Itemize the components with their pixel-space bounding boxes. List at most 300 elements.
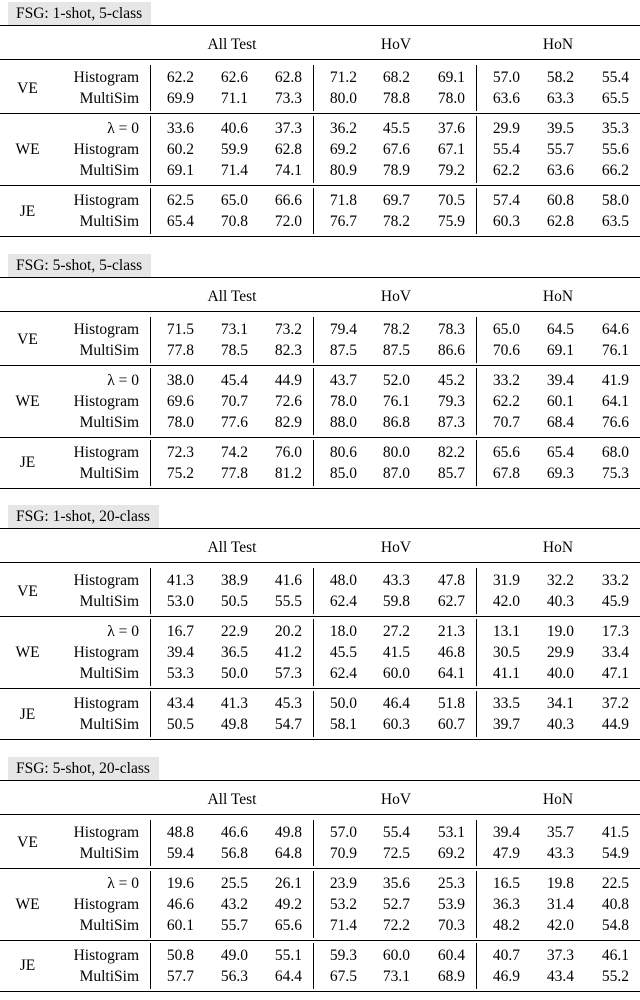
method-label: Histogram xyxy=(73,141,139,158)
table-cell: 58.1 xyxy=(329,716,357,733)
table-cell: 80.9 xyxy=(329,162,357,179)
table-cell: 71.1 xyxy=(220,90,248,107)
table-cell: 69.1 xyxy=(166,162,194,179)
table-top-rule xyxy=(0,780,640,781)
table-cell: 33.2 xyxy=(601,572,629,589)
method-label: Histogram xyxy=(73,392,139,410)
table-cell: 72.2 xyxy=(382,916,410,934)
table-cell: 63.6 xyxy=(492,90,520,107)
table-cell: 73.1 xyxy=(220,320,248,338)
method-label: Histogram xyxy=(73,320,139,338)
table-cell: 39.7 xyxy=(492,716,520,733)
table-cell: 21.3 xyxy=(437,623,465,640)
table-cell: 78.2 xyxy=(382,320,410,338)
table-cell: 35.7 xyxy=(546,823,574,841)
table-cell: 45.3 xyxy=(274,695,302,712)
table-cell: 58.2 xyxy=(546,69,574,86)
table-cell: 63.6 xyxy=(546,162,574,179)
table-cell: 87.0 xyxy=(382,464,410,482)
group-label: JE xyxy=(19,705,36,723)
table-cell: 50.5 xyxy=(166,716,194,733)
group-label: VE xyxy=(17,79,38,97)
table-cell: 69.6 xyxy=(166,392,194,410)
table-cell: 57.3 xyxy=(274,665,302,682)
table-cell: 76.1 xyxy=(601,341,629,359)
table-cell: 69.1 xyxy=(546,341,574,359)
table-cell: 22.9 xyxy=(220,623,248,640)
table-cell: 26.1 xyxy=(274,874,302,892)
table-cell: 68.2 xyxy=(382,69,410,86)
table-cell: 39.4 xyxy=(546,371,574,389)
table-cell: 30.5 xyxy=(492,644,520,661)
table-top-rule xyxy=(0,25,640,26)
method-label: Histogram xyxy=(73,895,139,913)
table-cell: 65.4 xyxy=(546,443,574,461)
method-label: Histogram xyxy=(73,644,139,661)
table-caption: FSG: 1-shot, 5-class xyxy=(8,2,151,26)
method-label: MultiSim xyxy=(79,464,139,482)
table-cell: 42.0 xyxy=(546,916,574,934)
table-cell: 62.2 xyxy=(492,392,520,410)
table-cell: 41.5 xyxy=(382,644,410,661)
table-cell: 82.2 xyxy=(437,443,465,461)
group-rule xyxy=(0,868,640,869)
table-cell: 36.3 xyxy=(492,895,520,913)
table-cell: 57.4 xyxy=(492,192,520,209)
table-cell: 41.2 xyxy=(274,644,302,661)
table-cell: 57.0 xyxy=(329,823,357,841)
table-cell: 38.9 xyxy=(220,572,248,589)
table-cell: 40.8 xyxy=(601,895,629,913)
table-cell: 76.1 xyxy=(382,392,410,410)
method-label: MultiSim xyxy=(79,162,139,179)
table-cell: 64.5 xyxy=(546,320,574,338)
table-cell: 77.6 xyxy=(220,413,248,431)
table-cell: 45.5 xyxy=(382,120,410,137)
table-cell: 78.3 xyxy=(437,320,465,338)
table-cell: 64.8 xyxy=(274,844,302,862)
table-cell: 52.7 xyxy=(382,895,410,913)
table-cell: 41.1 xyxy=(492,665,520,682)
table-cell: 74.1 xyxy=(274,162,302,179)
table-cell: 69.9 xyxy=(166,90,194,107)
method-label: λ = 0 xyxy=(107,874,139,892)
table-cell: 62.8 xyxy=(546,213,574,230)
table-cell: 71.8 xyxy=(329,192,357,209)
group-label: VE xyxy=(17,834,38,851)
method-label: MultiSim xyxy=(79,967,139,985)
table-cell: 69.1 xyxy=(437,69,465,86)
table-cell: 82.9 xyxy=(274,413,302,431)
table-cell: 47.1 xyxy=(601,665,629,682)
table-cell: 78.0 xyxy=(329,392,357,410)
table-cell: 13.1 xyxy=(492,623,520,640)
group-label: VE xyxy=(17,331,38,348)
table-cell: 69.3 xyxy=(546,464,574,482)
table-cell: 40.0 xyxy=(546,665,574,682)
table-cell: 41.5 xyxy=(601,823,629,841)
table-cell: 43.2 xyxy=(220,895,248,913)
table-cell: 37.3 xyxy=(274,120,302,137)
table-cell: 18.0 xyxy=(329,623,357,640)
table-cell: 68.0 xyxy=(601,443,629,461)
table-cell: 35.3 xyxy=(601,120,629,137)
table-cell: 60.1 xyxy=(546,392,574,410)
table-cell: 40.7 xyxy=(492,946,520,964)
group-label: JE xyxy=(19,957,36,974)
table-cell: 66.2 xyxy=(601,162,629,179)
group-rule xyxy=(0,616,640,617)
table-cell: 71.5 xyxy=(166,320,194,338)
table-cell: 16.7 xyxy=(166,623,194,640)
table-cell: 33.6 xyxy=(166,120,194,137)
table-cell: 62.2 xyxy=(166,69,194,86)
table-cell: 75.2 xyxy=(166,464,194,482)
table-cell: 45.4 xyxy=(220,371,248,389)
method-label: MultiSim xyxy=(79,593,139,610)
table-cell: 74.2 xyxy=(220,443,248,461)
table-cell: 43.3 xyxy=(546,844,574,862)
table-cell: 55.6 xyxy=(601,141,629,158)
table-cell: 49.0 xyxy=(220,946,248,964)
table-cell: 75.3 xyxy=(601,464,629,482)
table-cell: 56.8 xyxy=(220,844,248,862)
method-label: Histogram xyxy=(73,946,139,964)
table-cell: 67.1 xyxy=(437,141,465,158)
table-cell: 55.2 xyxy=(601,967,629,985)
table-cell: 87.5 xyxy=(382,341,410,359)
table-cell: 40.6 xyxy=(220,120,248,137)
group-rule xyxy=(0,365,640,366)
table-cell: 43.4 xyxy=(166,695,194,712)
method-label: MultiSim xyxy=(79,916,139,934)
column-group-header: All Test xyxy=(207,790,257,808)
table-cell: 57.7 xyxy=(166,967,194,985)
method-label: λ = 0 xyxy=(107,371,139,389)
table-cell: 53.3 xyxy=(166,665,194,682)
table-cell: 46.1 xyxy=(601,946,629,964)
table-cell: 73.1 xyxy=(382,967,410,985)
table-cell: 60.3 xyxy=(492,213,520,230)
table-cell: 65.6 xyxy=(274,916,302,934)
table-cell: 46.6 xyxy=(220,823,248,841)
table-top-rule xyxy=(0,277,640,278)
method-label: Histogram xyxy=(73,443,139,461)
table-cell: 45.2 xyxy=(437,371,465,389)
table-cell: 55.7 xyxy=(220,916,248,934)
table-cell: 46.8 xyxy=(437,644,465,661)
table-cell: 69.2 xyxy=(329,141,357,158)
table-cell: 56.3 xyxy=(220,967,248,985)
table-cell: 43.4 xyxy=(546,967,574,985)
table-cell: 67.8 xyxy=(492,464,520,482)
table-cell: 71.4 xyxy=(220,162,248,179)
table-cell: 87.3 xyxy=(437,413,465,431)
table-cell: 48.0 xyxy=(329,572,357,589)
table-cell: 60.1 xyxy=(166,916,194,934)
group-label: WE xyxy=(15,644,40,661)
column-group-header: HoN xyxy=(542,36,574,53)
table-caption: FSG: 1-shot, 20-class xyxy=(8,505,159,529)
table-cell: 78.2 xyxy=(382,213,410,230)
table-cell: 43.7 xyxy=(329,371,357,389)
table-cell: 60.8 xyxy=(546,192,574,209)
table-cell: 64.4 xyxy=(274,967,302,985)
table-cell: 40.3 xyxy=(546,716,574,733)
table-cell: 50.5 xyxy=(220,593,248,610)
table-cell: 41.3 xyxy=(166,572,194,589)
group-rule xyxy=(0,688,640,689)
table-cell: 37.3 xyxy=(546,946,574,964)
table-cell: 42.0 xyxy=(492,593,520,610)
table-cell: 70.6 xyxy=(492,341,520,359)
method-label: MultiSim xyxy=(79,665,139,682)
table-cell: 70.3 xyxy=(437,916,465,934)
column-group-header: All Test xyxy=(207,287,257,305)
table-cell: 19.0 xyxy=(546,623,574,640)
table-cell: 69.2 xyxy=(437,844,465,862)
table-cell: 62.5 xyxy=(166,192,194,209)
table-cell: 55.5 xyxy=(274,593,302,610)
table-cell: 60.2 xyxy=(166,141,194,158)
table-cell: 29.9 xyxy=(492,120,520,137)
table-cell: 25.5 xyxy=(220,874,248,892)
table-cell: 72.5 xyxy=(382,844,410,862)
table-cell: 25.3 xyxy=(437,874,465,892)
table-caption: FSG: 5-shot, 20-class xyxy=(8,757,159,781)
table-cell: 66.6 xyxy=(274,192,302,209)
table-cell: 88.0 xyxy=(329,413,357,431)
table-cell: 72.0 xyxy=(274,213,302,230)
table-cell: 68.4 xyxy=(546,413,574,431)
table-cell: 54.9 xyxy=(601,844,629,862)
table-cell: 51.8 xyxy=(437,695,465,712)
table-cell: 55.7 xyxy=(546,141,574,158)
method-label: MultiSim xyxy=(79,413,139,431)
table-cell: 67.6 xyxy=(382,141,410,158)
header-rule xyxy=(0,814,640,815)
column-group-header: HoV xyxy=(380,287,412,305)
table-cell: 78.0 xyxy=(166,413,194,431)
table-cell: 79.4 xyxy=(329,320,357,338)
table-cell: 82.3 xyxy=(274,341,302,359)
column-group-header: HoV xyxy=(380,36,412,53)
table-block xyxy=(0,252,640,497)
table-cell: 29.9 xyxy=(546,644,574,661)
table-cell: 80.0 xyxy=(382,443,410,461)
table-cell: 80.0 xyxy=(329,90,357,107)
table-cell: 33.2 xyxy=(492,371,520,389)
table-cell: 49.8 xyxy=(220,716,248,733)
table-cell: 32.2 xyxy=(546,572,574,589)
table-cell: 57.0 xyxy=(492,69,520,86)
table-cell: 68.9 xyxy=(437,967,465,985)
table-cell: 39.4 xyxy=(166,644,194,661)
table-cell: 40.3 xyxy=(546,593,574,610)
table-cell: 48.2 xyxy=(492,916,520,934)
table-cell: 69.7 xyxy=(382,192,410,209)
method-label: λ = 0 xyxy=(107,623,139,640)
table-cell: 50.0 xyxy=(329,695,357,712)
table-cell: 86.6 xyxy=(437,341,465,359)
table-cell: 37.2 xyxy=(601,695,629,712)
table-top-rule xyxy=(0,528,640,529)
group-label: VE xyxy=(17,582,38,600)
group-rule xyxy=(0,437,640,438)
table-cell: 55.4 xyxy=(601,69,629,86)
group-rule xyxy=(0,488,640,489)
method-label: Histogram xyxy=(73,572,139,589)
table-cell: 39.5 xyxy=(546,120,574,137)
table-cell: 62.4 xyxy=(329,665,357,682)
table-cell: 78.5 xyxy=(220,341,248,359)
column-group-header: HoN xyxy=(542,790,574,808)
header-rule xyxy=(0,311,640,312)
table-cell: 19.6 xyxy=(166,874,194,892)
column-group-header: HoN xyxy=(542,539,574,556)
table-cell: 55.4 xyxy=(492,141,520,158)
table-cell: 49.2 xyxy=(274,895,302,913)
table-cell: 76.0 xyxy=(274,443,302,461)
table-cell: 70.5 xyxy=(437,192,465,209)
table-cell: 64.1 xyxy=(437,665,465,682)
table-cell: 23.9 xyxy=(329,874,357,892)
table-cell: 79.2 xyxy=(437,162,465,179)
table-cell: 48.8 xyxy=(166,823,194,841)
table-cell: 78.0 xyxy=(437,90,465,107)
column-group-header: HoV xyxy=(380,790,412,808)
group-label: WE xyxy=(15,141,40,158)
table-cell: 53.0 xyxy=(166,593,194,610)
table-cell: 27.2 xyxy=(382,623,410,640)
table-cell: 63.5 xyxy=(601,213,629,230)
table-cell: 44.9 xyxy=(601,716,629,733)
table-cell: 38.0 xyxy=(166,371,194,389)
method-label: MultiSim xyxy=(79,716,139,733)
table-cell: 81.2 xyxy=(274,464,302,482)
table-cell: 50.8 xyxy=(166,946,194,964)
table-cell: 50.0 xyxy=(220,665,248,682)
table-block xyxy=(0,503,640,748)
table-cell: 65.5 xyxy=(601,90,629,107)
table-cell: 77.8 xyxy=(166,341,194,359)
table-cell: 85.0 xyxy=(329,464,357,482)
table-cell: 17.3 xyxy=(601,623,629,640)
table-cell: 37.6 xyxy=(437,120,465,137)
table-cell: 79.3 xyxy=(437,392,465,410)
method-label: MultiSim xyxy=(79,90,139,107)
table-cell: 47.8 xyxy=(437,572,465,589)
table-cell: 72.3 xyxy=(166,443,194,461)
table-cell: 36.5 xyxy=(220,644,248,661)
table-cell: 64.6 xyxy=(601,320,629,338)
table-cell: 35.6 xyxy=(382,874,410,892)
table-cell: 53.2 xyxy=(329,895,357,913)
group-label: JE xyxy=(19,454,36,471)
table-cell: 60.4 xyxy=(437,946,465,964)
table-cell: 77.8 xyxy=(220,464,248,482)
table-cell: 67.5 xyxy=(329,967,357,985)
table-cell: 19.8 xyxy=(546,874,574,892)
table-cell: 54.8 xyxy=(601,916,629,934)
table-cell: 53.1 xyxy=(437,823,465,841)
table-cell: 75.9 xyxy=(437,213,465,230)
table-cell: 44.9 xyxy=(274,371,302,389)
table-cell: 59.3 xyxy=(329,946,357,964)
table-cell: 85.7 xyxy=(437,464,465,482)
table-cell: 78.9 xyxy=(382,162,410,179)
table-cell: 46.9 xyxy=(492,967,520,985)
table-cell: 62.4 xyxy=(329,593,357,610)
table-cell: 53.9 xyxy=(437,895,465,913)
table-cell: 58.0 xyxy=(601,192,629,209)
table-cell: 31.4 xyxy=(546,895,574,913)
table-cell: 39.4 xyxy=(492,823,520,841)
method-label: MultiSim xyxy=(79,213,139,230)
group-rule xyxy=(0,739,640,740)
method-label: Histogram xyxy=(73,192,139,209)
table-cell: 64.1 xyxy=(601,392,629,410)
table-cell: 65.0 xyxy=(220,192,248,209)
header-rule xyxy=(0,59,640,60)
table-cell: 45.5 xyxy=(329,644,357,661)
table-cell: 60.0 xyxy=(382,946,410,964)
table-cell: 65.0 xyxy=(492,320,520,338)
group-label: WE xyxy=(15,895,40,913)
table-cell: 59.8 xyxy=(382,593,410,610)
table-cell: 34.1 xyxy=(546,695,574,712)
table-cell: 41.9 xyxy=(601,371,629,389)
method-label: MultiSim xyxy=(79,844,139,862)
table-cell: 20.2 xyxy=(274,623,302,640)
table-cell: 71.2 xyxy=(329,69,357,86)
table-cell: 62.6 xyxy=(220,69,248,86)
table-cell: 60.3 xyxy=(382,716,410,733)
table-cell: 73.3 xyxy=(274,90,302,107)
table-cell: 16.5 xyxy=(492,874,520,892)
column-group-header: HoN xyxy=(542,287,574,305)
table-cell: 78.8 xyxy=(382,90,410,107)
table-cell: 59.4 xyxy=(166,844,194,862)
group-rule xyxy=(0,113,640,114)
table-cell: 70.9 xyxy=(329,844,357,862)
table-cell: 55.1 xyxy=(274,946,302,964)
table-cell: 52.0 xyxy=(382,371,410,389)
group-rule xyxy=(0,940,640,941)
table-cell: 70.8 xyxy=(220,213,248,230)
table-cell: 49.8 xyxy=(274,823,302,841)
table-cell: 55.4 xyxy=(382,823,410,841)
column-group-header: All Test xyxy=(207,36,257,53)
method-label: Histogram xyxy=(73,69,139,86)
table-cell: 22.5 xyxy=(601,874,629,892)
table-cell: 43.3 xyxy=(382,572,410,589)
table-cell: 76.7 xyxy=(329,213,357,230)
table-caption: FSG: 5-shot, 5-class xyxy=(8,254,151,278)
column-group-header: HoV xyxy=(380,539,412,556)
table-cell: 76.6 xyxy=(601,413,629,431)
table-cell: 65.4 xyxy=(166,213,194,230)
table-cell: 70.7 xyxy=(492,413,520,431)
table-block xyxy=(0,755,640,1000)
group-rule xyxy=(0,185,640,186)
group-label: JE xyxy=(19,202,36,220)
table-cell: 36.2 xyxy=(329,120,357,137)
table-cell: 80.6 xyxy=(329,443,357,461)
table-block xyxy=(0,0,640,245)
table-cell: 62.8 xyxy=(274,141,302,158)
table-cell: 70.7 xyxy=(220,392,248,410)
